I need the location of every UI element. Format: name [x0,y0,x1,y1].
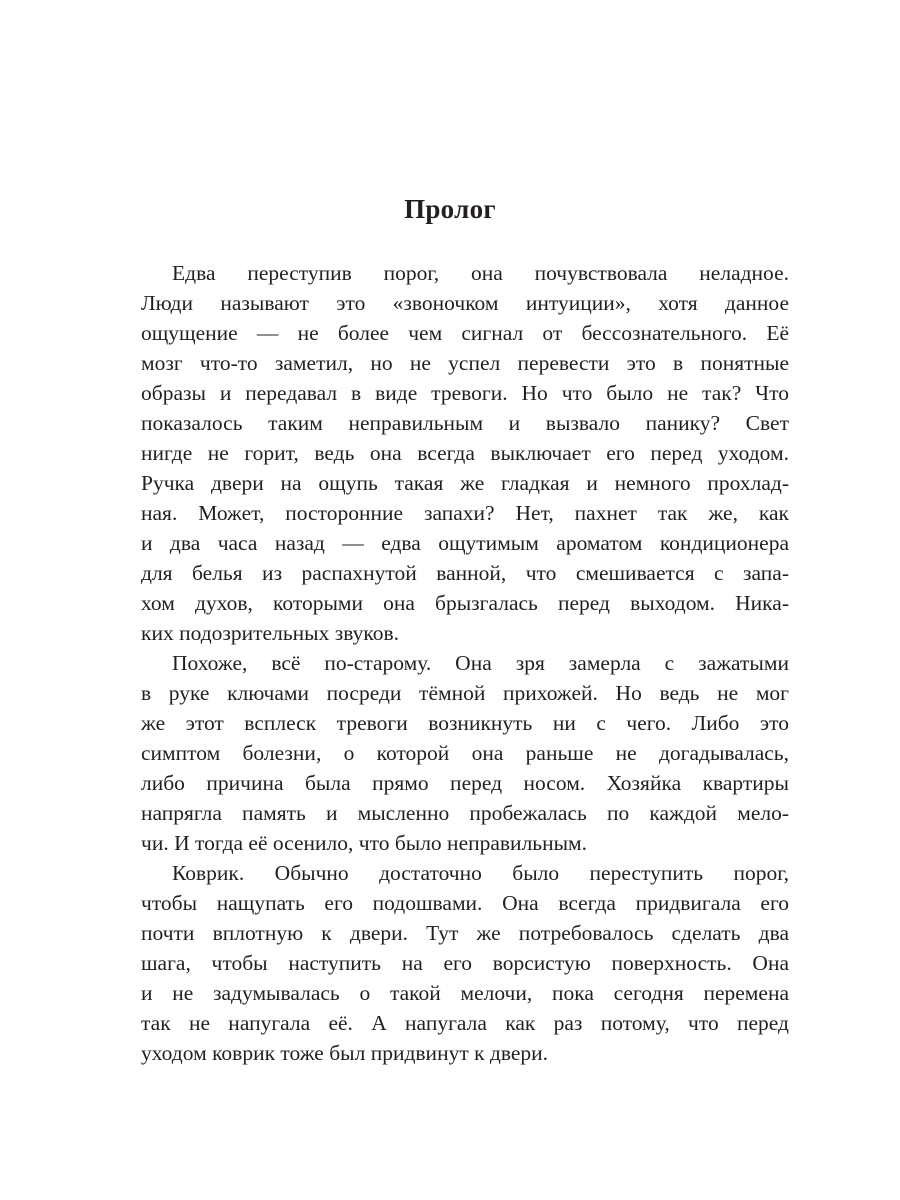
paragraph [141,258,789,648]
chapter-title: Пролог [404,194,496,224]
paragraph [141,858,789,1068]
paragraph [141,648,789,858]
text-line: Коврик. Обычно достаточно было переступить порог, [172,861,789,885]
text-line: чтобы нащупать его подошвами. Она всегда придвигала его [141,891,789,915]
text-line: Похоже, всё по-старому. Она зря замерла с зажатыми [172,651,789,675]
text-line: либо причина была прямо перед носом. Хозяйка квартиры [141,771,789,795]
text-line: же этот всплеск тревоги возникнуть ни с чего. Либо это [141,711,789,735]
text-line: чи. И тогда её осенило, что было неправильным. [141,831,588,855]
text-line: шага, чтобы наступить на его ворсистую поверхность. Она [141,951,789,975]
text-line: в руке ключами посреди тёмной прихожей. Но ведь не мог [141,681,789,705]
text-line: нигде не горит, ведь она всегда выключает его перед уходом. [141,441,789,465]
body-text [141,258,789,1068]
text-line: ная. Может, посторонние запахи? Нет, пахнет так же, как [141,501,789,525]
text-line: Люди называют это «звоночком интуиции», хотя данное [141,291,789,315]
text-line: мозг что-то заметил, но не успел перевести это в понятные [141,351,789,375]
text-line: и не задумывалась о такой мелочи, пока сегодня перемена [141,981,789,1005]
text-line: для белья из распахнутой ванной, что смешивается с запа- [141,561,789,585]
text-line: и два часа назад — едва ощутимым ароматом кондиционера [141,531,789,555]
text-line: напрягла память и мысленно пробежалась по каждой мело- [141,801,789,825]
text-line: образы и передавал в виде тревоги. Но что было не так? Что [141,381,789,405]
text-line: ощущение — не более чем сигнал от бессознательного. Её [141,321,789,345]
text-line: ких подозрительных звуков. [141,621,399,645]
text-line: симптом болезни, о которой она раньше не догадывалась, [141,741,789,765]
text-line: показалось таким неправильным и вызвало панику? Свет [141,411,789,435]
text-line: Едва переступив порог, она почувствовала неладное. [172,261,789,285]
text-line: хом духов, которыми она брызгалась перед выходом. Ника- [141,591,789,615]
text-line: уходом коврик тоже был придвинут к двери. [141,1041,549,1065]
text-line: так не напугала её. А напугала как раз потому, что перед [141,1011,789,1035]
text-line: Ручка двери на ощупь такая же гладкая и немного прохлад- [141,471,789,495]
text-line: почти вплотную к двери. Тут же потребовалось сделать два [141,921,789,945]
